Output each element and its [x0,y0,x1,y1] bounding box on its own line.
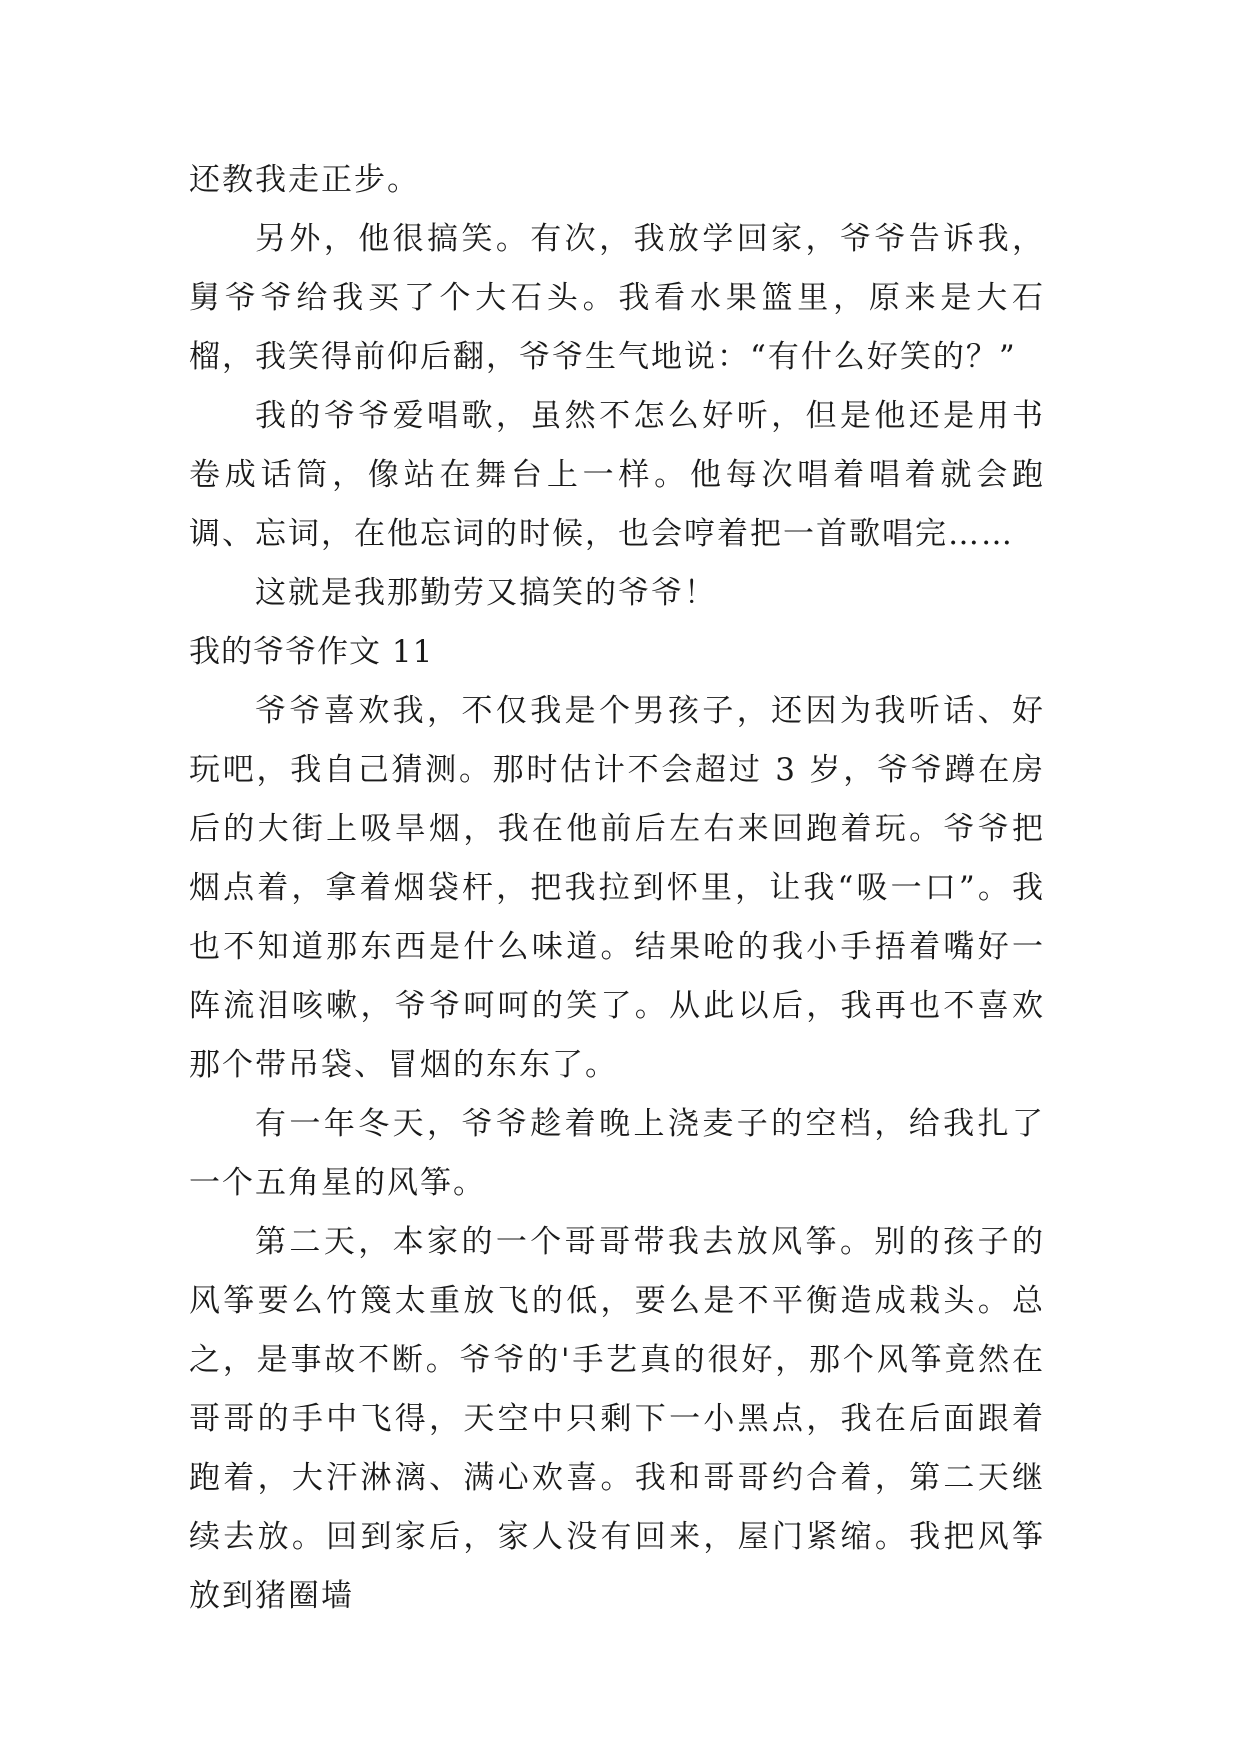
essay-heading: 我的爷爷作文 11 [189,634,434,670]
paragraph-smoking-pipe: 爷爷喜欢我，不仅我是个男孩子，还因为我听话、好玩吧，我自己猜测。那时估计不会超过 3 岁，爷爷蹲在房后的大街上吸旱烟，我在他前后左右来回跑着玩。爷爷把烟点着，拿着烟袋杆，把我拉到怀里，让我“吸一口”。我也不知道那东西是什么味道。结果呛的我小手捂着嘴好一阵流泪咳嗽，爷爷呵呵的笑了。从此以后，我再也不喜欢那个带吊袋、冒烟的东东了。 [189,693,1045,1083]
paragraph-singing: 我的爷爷爱唱歌，虽然不怎么好听，但是他还是用书卷成话筒，像站在舞台上一样。他每次唱着唱着就会跑调、忘词，在他忘词的时候，也会哼着把一首歌唱完…… [189,398,1045,552]
paragraph-closing: 这就是我那勤劳又搞笑的爷爷！ [255,575,717,611]
paragraph-funny-story: 另外，他很搞笑。有次，我放学回家，爷爷告诉我，舅爷爷给我买了个大石头。我看水果篮里，原来是大石榴，我笑得前仰后翻，爷爷生气地说：“有什么好笑的？” [189,221,1045,375]
essay-text-block [189,151,1045,1626]
paragraph-winter-kite: 有一年冬天，爷爷趁着晚上浇麦子的空档，给我扎了一个五角星的风筝。 [189,1106,1045,1201]
paragraph-flying-kite: 第二天，本家的一个哥哥带我去放风筝。别的孩子的风筝要么竹篾太重放飞的低，要么是不平衡造成栽头。总之，是事故不断。爷爷的'手艺真的很好，那个风筝竟然在哥哥的手中飞得，天空中只剩下一小黑点，我在后面跟着跑着，大汗淋漓、满心欢喜。我和哥哥约合着，第二天继续去放。回到家后，家人没有回来，屋门紧缩。我把风筝放到猪圈墙 [189,1224,1045,1614]
paragraph-continuation: 还教我走正步。 [189,162,420,198]
